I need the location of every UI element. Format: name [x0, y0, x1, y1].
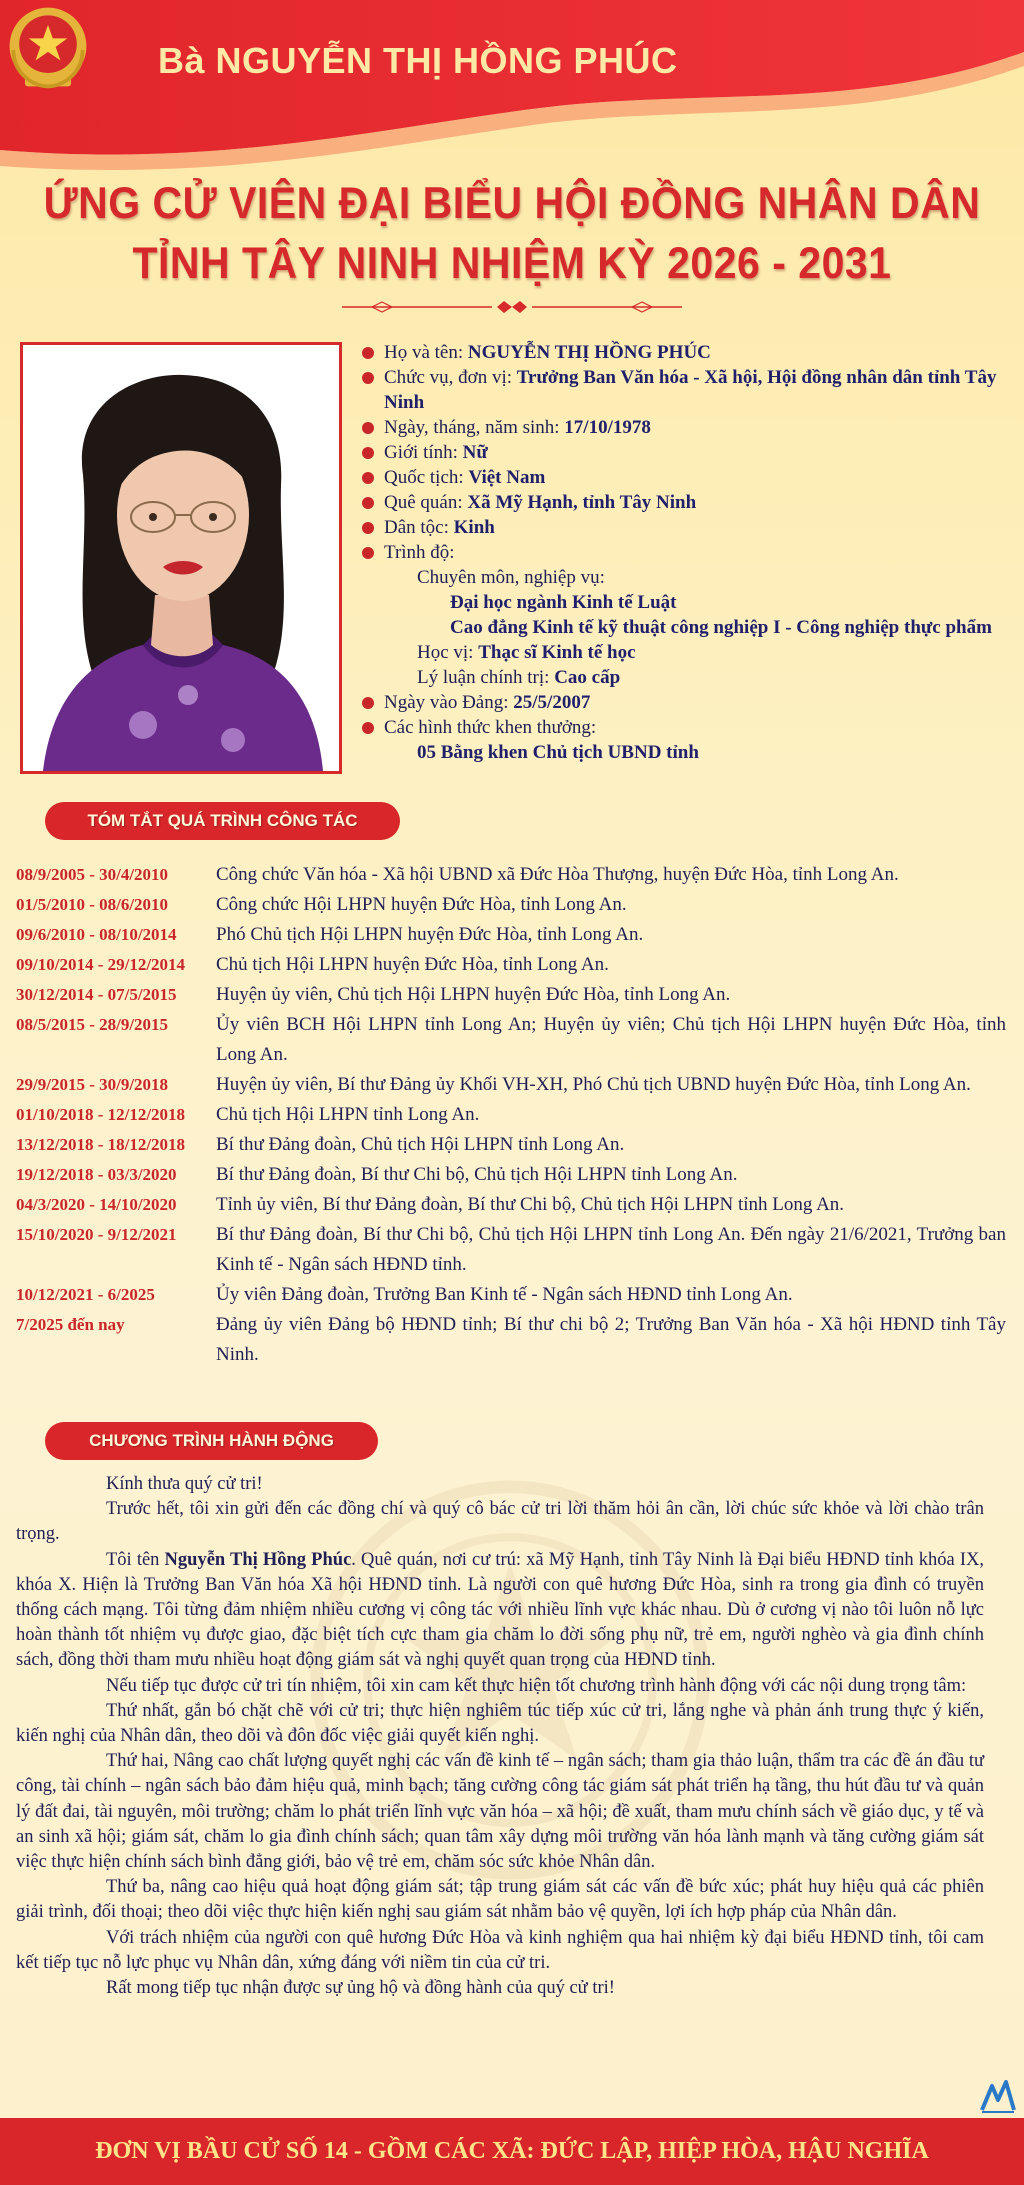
timeline-row — [16, 1220, 1006, 1280]
timeline-text: Tỉnh ủy viên, Bí thư Đảng đoàn, Bí thư Chi bộ, Chủ tịch Hội LHPN tỉnh Long An. — [216, 1194, 845, 1215]
program-closing: Rất mong tiếp tục nhận được sự ủng hộ và đồng hành của quý cử tri! — [106, 1978, 615, 1999]
timeline-text: Công chức Văn hóa - Xã hội UBND xã Đức Hòa Thượng, huyện Đức Hòa, tỉnh Long An. — [216, 864, 899, 885]
timeline-date: 13/12/2018 - 18/12/2018 — [16, 1135, 186, 1154]
timeline-row — [16, 1010, 1006, 1070]
timeline-text: Chủ tịch Hội LHPN huyện Đức Hòa, tỉnh Long An. — [216, 954, 609, 975]
timeline-date: 19/12/2018 - 03/3/2020 — [16, 1165, 177, 1184]
program-paragraph: Trước hết, tôi xin gửi đến các đồng chí và quý cô bác cử tri lời thăm hỏi ân cần, lời chúc sức khỏe và lời chào trân trọng. — [16, 1499, 984, 1545]
info-education: Trình độ: — [362, 540, 1002, 565]
info-nationality: Quốc tịch: Việt Nam — [362, 465, 1002, 490]
info-birth-date: Ngày, tháng, năm sinh: 17/10/1978 — [362, 415, 1002, 440]
main-title-line-2: TỈNH TÂY NINH NHIỆM KỲ 2026 - 2031 — [132, 238, 892, 288]
header-banner — [0, 0, 1024, 175]
timeline-row — [16, 1190, 1006, 1220]
info-party-join-date: Ngày vào Đảng: 25/5/2007 — [362, 690, 1002, 715]
action-program-section-label: CHƯƠNG TRÌNH HÀNH ĐỘNG — [45, 1422, 378, 1460]
timeline-text: Đảng ủy viên Đảng bộ HĐND tỉnh; Bí thư chi bộ 2; Trưởng Ban Văn hóa - Xã hội HĐND tỉnh Tây Ninh. — [216, 1314, 1006, 1365]
timeline-date: 09/10/2014 - 29/12/2014 — [16, 955, 186, 974]
timeline-row — [16, 890, 1006, 920]
timeline-row — [16, 1160, 1006, 1190]
timeline-date: 01/5/2010 - 08/6/2010 — [16, 895, 169, 914]
program-paragraph: Nếu tiếp tục được cử tri tín nhiệm, tôi xin cam kết thực hiện tốt chương trình hành động với các nội dung trọng tâm: — [106, 1675, 967, 1696]
info-specialty-label: Chuyên môn, nghiệp vụ: — [417, 567, 605, 588]
info-specialty-2: Cao đẳng Kinh tế kỹ thuật công nghiệp I - Công nghiệp thực phẩm — [450, 617, 992, 638]
timeline-row — [16, 950, 1006, 980]
info-specialty-1: Đại học ngành Kinh tế Luật — [450, 592, 677, 613]
ornament-divider-icon — [332, 296, 692, 318]
info-hometown: Quê quán: Xã Mỹ Hạnh, tỉnh Tây Ninh — [362, 490, 1002, 515]
program-paragraph: Thứ ba, nâng cao hiệu quả hoạt động giám sát; tập trung giám sát các vấn đề bức xúc; phát huy hiệu quả các phiên giải trình, đối thoại; theo dõi việc thực hiện kiến nghị sau giám sát nhằm bảo vệ quyền, lợi ích hợp pháp của Nhân dân. — [16, 1877, 984, 1923]
timeline-date: 30/12/2014 - 07/5/2015 — [16, 985, 177, 1004]
timeline-date: 7/2025 đến nay — [16, 1315, 125, 1334]
program-greeting: Kính thưa quý cử tri! — [106, 1474, 263, 1494]
timeline-text: Bí thư Đảng đoàn, Bí thư Chi bộ, Chủ tịch Hội LHPN tỉnh Long An. Đến ngày 21/6/2021, Trưởng ban Kinh tế - Ngân sách HĐND tỉnh. — [216, 1224, 1006, 1275]
info-political-theory: Lý luận chính trị: Cao cấp — [417, 667, 621, 688]
timeline-date: 15/10/2020 - 9/12/2021 — [16, 1225, 177, 1244]
work-history-section-label: TÓM TẮT QUÁ TRÌNH CÔNG TÁC — [45, 802, 400, 840]
program-candidate-name: Nguyễn Thị Hồng Phúc — [164, 1549, 352, 1570]
timeline-date: 04/3/2020 - 14/10/2020 — [16, 1195, 177, 1214]
timeline-text: Công chức Hội LHPN huyện Đức Hòa, tỉnh Long An. — [216, 894, 627, 915]
timeline-date: 08/9/2005 - 30/4/2010 — [16, 865, 169, 884]
timeline-text: Huyện ủy viên, Bí thư Đảng ủy Khối VH-XH, Phó Chủ tịch UBND huyện Đức Hòa, tỉnh Long An. — [216, 1074, 971, 1095]
header-wave-shape — [0, 0, 1024, 175]
timeline-row — [16, 980, 1006, 1010]
timeline-row — [16, 1280, 1006, 1310]
publisher-logo-icon — [978, 2076, 1018, 2116]
info-ethnicity: Dân tộc: Kinh — [362, 515, 1002, 540]
timeline-row — [16, 860, 1006, 890]
timeline-text: Ủy viên Đảng đoàn, Trưởng Ban Kinh tế - Ngân sách HĐND tỉnh Long An. — [216, 1284, 793, 1305]
timeline-text: Bí thư Đảng đoàn, Chủ tịch Hội LHPN tỉnh Long An. — [216, 1134, 625, 1155]
timeline-date: 01/10/2018 - 12/12/2018 — [16, 1105, 186, 1124]
timeline-date: 10/12/2021 - 6/2025 — [16, 1285, 155, 1304]
program-paragraph: Tôi tên Nguyễn Thị Hồng Phúc. Quê quán, nơi cư trú: xã Mỹ Hạnh, tỉnh Tây Ninh là Đại biểu HĐND tỉnh khóa IX, khóa X. Hiện là Trưởng Ban Văn hóa Xã hội HĐND tỉnh. Là người con quê hương Đức Hòa, sinh ra trong gia đình có truyền thống cách mạng. Tôi từng đảm nhiệm nhiều cương vị công tác với nhiều lĩnh vực khác nhau. Dù ở cương vị nào tôi luôn nỗ lực hoàn thành tốt nhiệm vụ được giao, đặc biệt tích cực tham gia chăm lo đời sống phụ nữ, trẻ em, người nghèo và gia đình chính sách, đồng thời tham mưu nhiều hoạt động giám sát và nghị quyết quan trọng của HĐND tỉnh. — [16, 1549, 984, 1671]
action-program-text — [16, 1472, 984, 2001]
timeline-text: Chủ tịch Hội LHPN tỉnh Long An. — [216, 1104, 480, 1125]
timeline-text: Phó Chủ tịch Hội LHPN huyện Đức Hòa, tỉnh Long An. — [216, 924, 644, 945]
timeline-date: 09/6/2010 - 08/10/2014 — [16, 925, 177, 944]
personal-info-list — [362, 340, 1002, 765]
timeline-row — [16, 1310, 1006, 1370]
program-paragraph: Với trách nhiệm của người con quê hương Đức Hòa và kinh nghiệm qua hai nhiệm kỳ đại biểu HĐND tỉnh, tôi cam kết tiếp tục nỗ lực phục vụ Nhân dân, xứng đáng với niềm tin của cử tri. — [16, 1927, 984, 1973]
timeline-row — [16, 1100, 1006, 1130]
timeline-row — [16, 920, 1006, 950]
info-degree: Học vị: Thạc sĩ Kinh tế học — [417, 642, 636, 663]
info-awards: 05 Bằng khen Chủ tịch UBND tỉnh — [417, 742, 699, 763]
timeline-text: Ủy viên BCH Hội LHPN tỉnh Long An; Huyện ủy viên; Chủ tịch Hội LHPN huyện Đức Hòa, tỉnh Long An. — [216, 1014, 1006, 1065]
timeline-date: 08/5/2015 - 28/9/2015 — [16, 1015, 169, 1034]
info-position: Chức vụ, đơn vị: Trưởng Ban Văn hóa - Xã hội, Hội đồng nhân dân tỉnh Tây Ninh — [362, 365, 1002, 415]
timeline-text: Huyện ủy viên, Chủ tịch Hội LHPN huyện Đức Hòa, tỉnh Long An. — [216, 984, 731, 1005]
info-gender: Giới tính: Nữ — [362, 440, 1002, 465]
program-paragraph: Thứ nhất, gắn bó chặt chẽ với cử tri; thực hiện nghiêm túc tiếp xúc cử tri, lắng nghe và phản ánh trung thực ý kiến, kiến nghị của Nhân dân, theo dõi và đôn đốc việc giải quyết kiến nghị. — [16, 1700, 984, 1747]
candidate-portrait — [20, 342, 342, 774]
timeline-row — [16, 1130, 1006, 1160]
info-full-name: Họ và tên: NGUYỄN THỊ HỒNG PHÚC — [362, 340, 1002, 365]
footer-electoral-unit: ĐƠN VỊ BẦU CỬ SỐ 14 - GỒM CÁC XÃ: ĐỨC LẬP, HIỆP HÒA, HẬU NGHĨA — [0, 2118, 1024, 2185]
work-history-timeline — [16, 860, 1006, 1370]
program-paragraph: Thứ hai, Nâng cao chất lượng quyết nghị các vấn đề kinh tế – ngân sách; tham gia thảo luận, thẩm tra các đề án đầu tư công, tài chính – ngân sách bảo đảm hiệu quả, minh bạch; tăng cường công tác giám sát phát triển hạ tầng, thu hút đầu tư và quản lý đất đai, tài nguyên, môi trường; chăm lo phát triển lĩnh vực văn hóa – xã hội; đề xuất, tham mưu chính sách về giáo dục, y tế và an sinh xã hội; giám sát, chăm lo gia đình chính sách; quan tâm xây dựng môi trường văn hóa lành mạnh và tăng cường giám sát việc thực hiện chính sách bình đẳng giới, bảo vệ trẻ em, chăm sóc sức khỏe Nhân dân. — [16, 1751, 984, 1873]
timeline-text: Bí thư Đảng đoàn, Bí thư Chi bộ, Chủ tịch Hội LHPN tỉnh Long An. — [216, 1164, 738, 1185]
timeline-row — [16, 1070, 1006, 1100]
timeline-date: 29/9/2015 - 30/9/2018 — [16, 1075, 169, 1094]
national-emblem-icon — [0, 0, 96, 96]
info-awards-label: Các hình thức khen thưởng: — [362, 715, 1002, 740]
candidate-name-banner: Bà NGUYỄN THỊ HỒNG PHÚC — [158, 40, 678, 81]
main-title-line-1: ỨNG CỬ VIÊN ĐẠI BIỂU HỘI ĐỒNG NHÂN DÂN — [43, 178, 981, 228]
